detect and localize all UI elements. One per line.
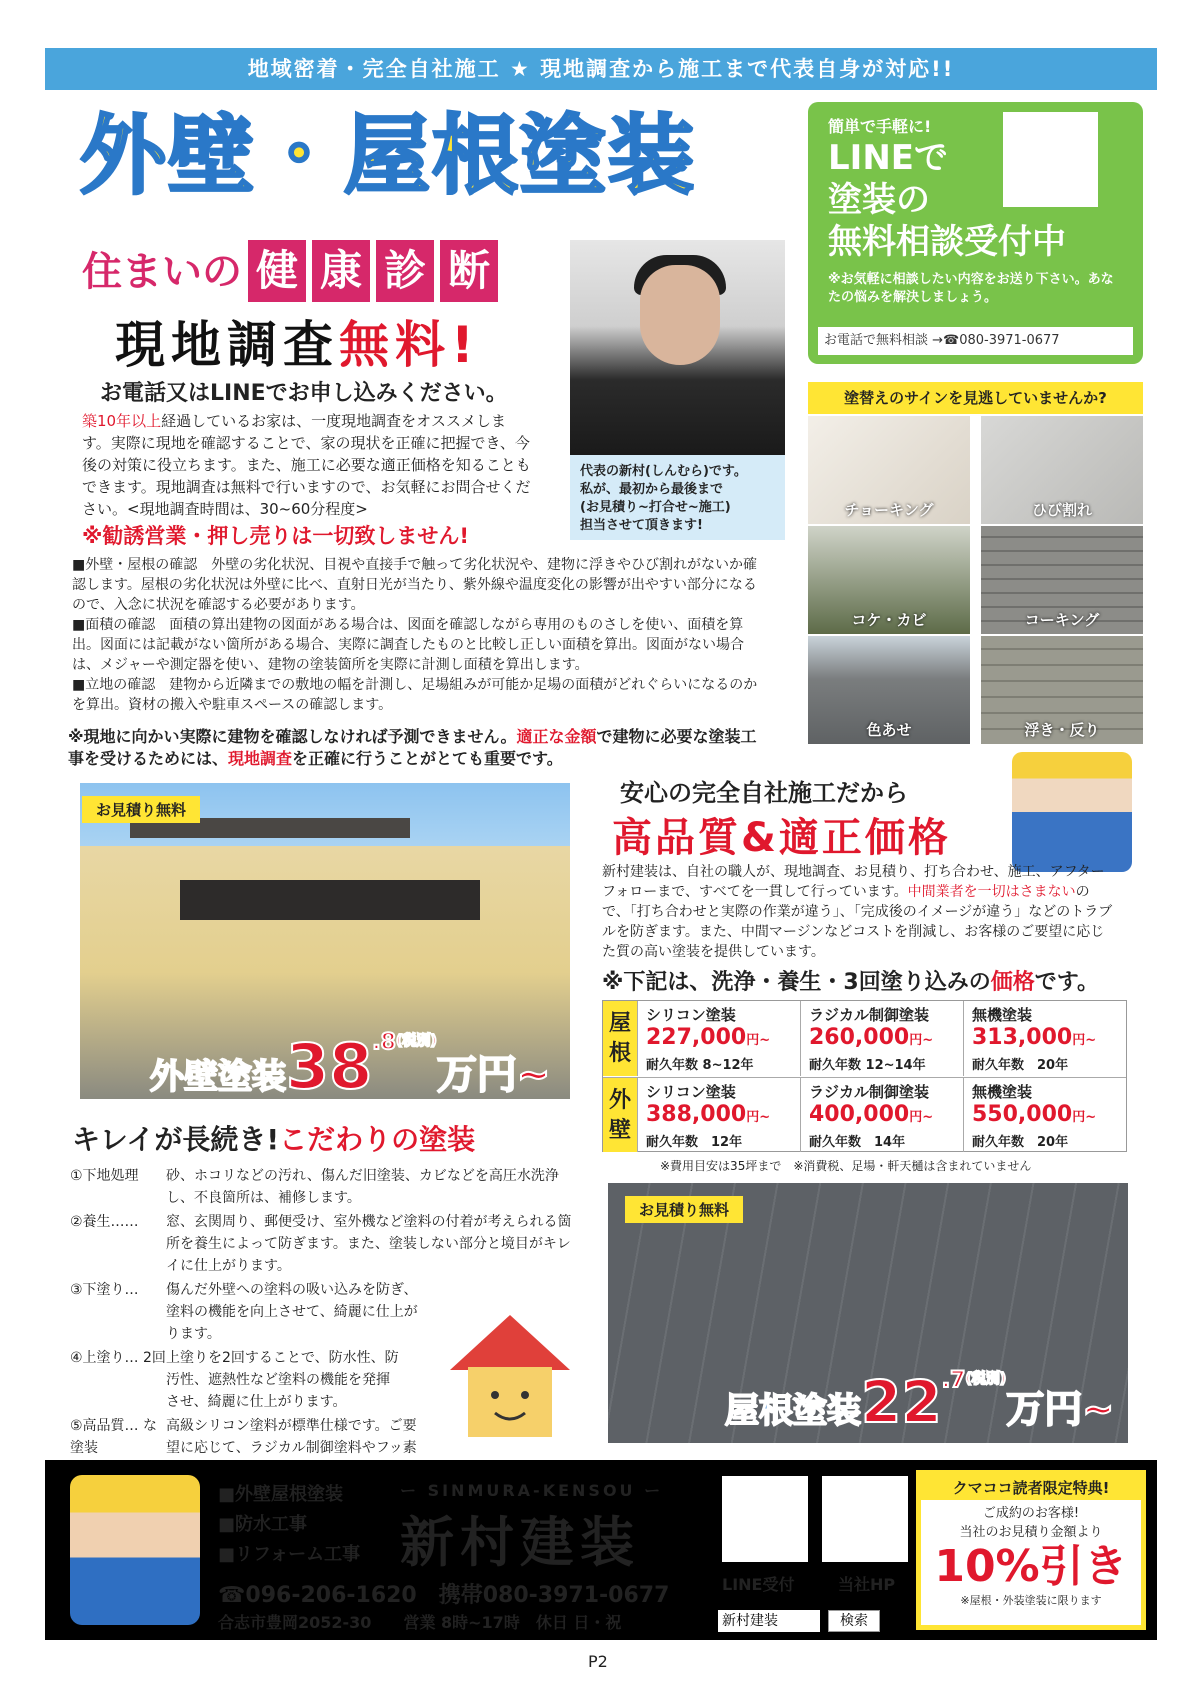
kodawari-red: こだわりの塗装 (279, 1123, 476, 1156)
roof-price: 22 (861, 1368, 942, 1436)
sign-label: ひび割れ (1031, 501, 1092, 519)
roof-unit: 万円~ (1006, 1387, 1115, 1431)
note-red: 現地調査 (228, 749, 293, 768)
caption-line: 担当させて頂きます! (580, 518, 703, 533)
house-balcony-shape (180, 880, 480, 920)
wall-side-label: 外壁 (603, 1077, 637, 1152)
free-survey-heading (115, 305, 480, 377)
sign-chalking (808, 416, 970, 524)
sign-label: 浮き・反り (1024, 721, 1100, 739)
wall-tax: (税別) (395, 1033, 437, 1049)
intro-paragraph (82, 410, 534, 520)
note-text: ※現地に向かい実際に建物を確認しなければ予測できません。 (68, 727, 517, 746)
painter-mascot (70, 1475, 200, 1625)
line-big: 塗装の (828, 180, 930, 220)
step-key: ①下地処理 (70, 1168, 139, 1184)
line-big: LINEで (828, 138, 948, 178)
price-cell (637, 1001, 800, 1076)
cell-price: 388,000円~ (646, 1102, 771, 1127)
line-note: ※お気軽に相談したい内容をお送り下さい。あなたの悩みを解決しましょう。 (828, 272, 1114, 305)
quality-text: 新村建装は、自社の職人が、現地調査、お見積り、打ち合わせ、施工、アフターフォローまで、すべてを一貫して行っています。 (602, 864, 1105, 900)
service-item: ■外壁屋根塗装 (218, 1484, 344, 1505)
cell-price: 550,000円~ (972, 1102, 1097, 1127)
step-desc: 傷んだ外壁への塗料の吸い込みを防ぎ、塗料の機能を向上させて、綺麗に仕上がります。 (166, 1282, 418, 1342)
roof-label: 屋根塗装 (725, 1391, 861, 1431)
kanji-box: 診 (376, 240, 434, 302)
caption-line: 私が、最初から最後まで (580, 482, 724, 497)
sign-crack (981, 416, 1143, 524)
cell-price: 313,000円~ (972, 1025, 1097, 1050)
signs-title: 塗替えのサインを見逃していませんか? (808, 382, 1143, 414)
cell-years: 耐久年数 20年 (972, 1058, 1069, 1073)
representative-caption (570, 455, 785, 540)
service-item: ■リフォーム工事 (218, 1544, 361, 1565)
services-list (218, 1480, 360, 1570)
note-red: 適正な金額 (516, 727, 597, 746)
cell-name: ラジカル制御塗装 (809, 1006, 930, 1024)
footer-address: 合志市豊岡2052-30 営業 8時~17時 休日 日・祝 (218, 1613, 622, 1632)
kanji-box: 健 (248, 240, 306, 302)
price-cell (963, 1077, 1126, 1152)
quality-title: 高品質&適正価格 (612, 815, 951, 861)
sign-warping (981, 636, 1143, 744)
wall-unit: 万円~ (436, 1052, 551, 1098)
line-big: 無料相談受付中 (828, 222, 1066, 262)
price-head-text: ※下記は、洗浄・養生・3回塗り込みの (602, 970, 991, 995)
sign-label: コーキング (1024, 611, 1100, 629)
step-key: ②養生…… (70, 1214, 139, 1230)
wall-label: 外壁塗装 (150, 1057, 286, 1097)
kanji-box: 断 (440, 240, 498, 302)
cell-name: 無機塗装 (972, 1083, 1033, 1101)
survey-text: 現地調査 (115, 316, 339, 374)
roof-price-label (725, 1368, 1114, 1436)
check-item: ■面積の確認 面積の算出建物の図面がある場合は、図面を確認しながら専用のものさしを使い、面積を算出。図面には記載がない箇所がある場合、実際に調査したものと比較し正しい面積を算出。図面がない場合は、メジャーや測定器を使い、建物の塗装箇所を実際に計測し面積を算出します。 (72, 617, 744, 673)
survey-importance-note (68, 726, 768, 770)
step-key: ⑤高品質… な塗装 (70, 1418, 158, 1456)
step-item (70, 1279, 430, 1345)
reader-bonus-box (916, 1470, 1146, 1630)
step-desc: 砂、ホコリなどの汚れ、傷んだ旧塗装、カビなどを高圧水洗浄し、不良箇所は、補修します。 (166, 1168, 559, 1206)
price-table-heading (602, 965, 1099, 996)
no-sales-warning: ※勧誘営業・押し売りは一切致しません! (82, 524, 469, 548)
page-title: 外壁・屋根塗装 (80, 106, 696, 206)
bonus-head: クマココ読者限定特典! (921, 1475, 1141, 1500)
sign-fading (808, 636, 970, 744)
sign-label: コケ・カビ (851, 611, 927, 629)
qr-line-label: LINE受付 (722, 1575, 795, 1594)
bonus-message: ご成約のお客様! 当社のお見積り金額より (959, 1506, 1103, 1540)
house-mascot-icon (440, 1305, 580, 1445)
cell-price: 260,000円~ (809, 1025, 934, 1050)
sub-prefix: 住まいの (82, 249, 242, 295)
note-text: で建物に必要な塗装工事を受けるためには、 (68, 727, 757, 768)
price-cell (800, 1001, 963, 1076)
sign-caulking (981, 526, 1143, 634)
price-cell (800, 1077, 963, 1152)
line-qr-code-footer[interactable] (722, 1476, 808, 1562)
brand-en: ー SINMURA-KENSOU ー (400, 1481, 664, 1500)
price-head-red: 価格 (990, 970, 1035, 995)
price-cell (637, 1077, 800, 1152)
cell-years: 耐久年数 12~14年 (809, 1058, 926, 1073)
wall-price: 38 (286, 1030, 373, 1103)
brand-name: 新村建装 (400, 1511, 640, 1574)
search-input[interactable]: 新村建装 (718, 1610, 820, 1632)
roof-tax: (税別) (965, 1371, 1007, 1387)
quality-text: ので、「打ち合わせと実際の作業が違う」、「完成後のイメージが違う」などのトラブルを防ぎます。また、中間マージンなどコストを削減し、お客様のご要望に応じた質の高い塗装を提供しています。 (602, 884, 1113, 960)
kodawari-heading (72, 1118, 475, 1158)
bonus-discount: 10%引き (934, 1541, 1128, 1592)
cell-years: 耐久年数 20年 (972, 1135, 1069, 1150)
cell-name: 無機塗装 (972, 1006, 1033, 1024)
kanji-box: 康 (312, 240, 370, 302)
check-item: ■外壁・屋根の確認 外壁の劣化状況、目視や直接手で触って劣化状況や、建物に浮きやひび割れがないか確認します。屋根の劣化状況は外壁に比べ、直射日光が当たり、紫外線や温度変化の影響が出やすい部分になるので、入念に状況を確認する必要があります。 (72, 557, 757, 613)
rep-face (640, 265, 720, 365)
page-number: P2 (588, 1652, 608, 1671)
quality-paragraph (602, 862, 1117, 962)
note-text: を正確に行うことがとても重要です。 (292, 749, 563, 768)
sign-label: チョーキング (844, 501, 934, 519)
wall-price-decimal: .8 (372, 1030, 396, 1055)
roof-estimate-free-tag: お見積り無料 (625, 1196, 743, 1223)
price-table-note: ※費用目安は35坪まで ※消費税、足場・軒天樋は含まれていません (660, 1159, 1032, 1173)
caption-line: (お見積り~打合せ~施工) (580, 500, 731, 515)
check-list (72, 555, 762, 715)
step-item (70, 1211, 580, 1277)
cell-years: 耐久年数 8~12年 (646, 1058, 754, 1073)
bonus-note: ※屋根・外装塗装に限ります (960, 1594, 1102, 1607)
cell-name: ラジカル制御塗装 (809, 1083, 930, 1101)
wall-price-label (150, 1030, 550, 1103)
caption-line: 代表の新村(しんむら)です。 (580, 464, 747, 479)
quality-red: 中間業者を一切はさまない (907, 884, 1076, 900)
cell-years: 耐久年数 12年 (646, 1135, 743, 1150)
step-desc: 高級シリコン塗料が標準仕様です。ご要望に応じて、ラジカル制御塗料やフッ素 (166, 1418, 417, 1456)
cell-years: 耐久年数 14年 (809, 1135, 906, 1150)
top-banner: 地域密着・完全自社施工 ★ 現地調査から施工まで代表自身が対応!! (45, 48, 1157, 90)
hp-qr-code[interactable] (822, 1476, 908, 1562)
cell-name: シリコン塗装 (646, 1083, 736, 1101)
health-check-heading (82, 240, 498, 302)
kodawari-text: キレイが長続き! (72, 1123, 280, 1156)
step-desc: 上塗りを2回することで、防水性、防汚性、遮熱性など塗料の機能を発揮させ、綺麗に仕上がります。 (166, 1350, 399, 1410)
cell-price: 227,000円~ (646, 1025, 771, 1050)
cell-price: 400,000円~ (809, 1102, 934, 1127)
footer-tel: ☎096-206-1620 携帯080-3971-0677 (218, 1583, 670, 1608)
check-item: ■立地の確認 建物から近隣までの敷地の幅を計測し、足場組みが可能か足場の面積がどれぐらいになるのかを算出。資材の搬入や駐車スペースの確認します。 (72, 677, 758, 713)
price-table (602, 1000, 1127, 1152)
roof-price-decimal: .7 (941, 1368, 966, 1393)
apply-text: お電話又はLINEでお申し込みください。 (100, 381, 508, 406)
intro-text: 経過しているお家は、一度現地調査をオススメします。実際に現地を確認することで、家の現状を正確に把握でき、今後の対策に役立ちます。また、施工に必要な適正価格を知ることもできます。現地調査は無料で行いますので、お気軽にお問合せください。<現地調査時間は、30~60分程度> (82, 412, 531, 518)
estimate-free-tag: お見積り無料 (82, 796, 200, 823)
service-item: ■防水工事 (218, 1514, 308, 1535)
quality-subhead: 安心の完全自社施工だから (620, 779, 908, 807)
qr-hp-label: 当社HP (838, 1575, 896, 1594)
line-small: 簡単で手軽に! (828, 117, 932, 136)
intro-highlight: 築10年以上 (82, 412, 162, 430)
worker-illustration (1012, 752, 1132, 872)
step-desc: 窓、玄関周り、郵便受け、室外機など塗料の付着が考えられる箇所を養生によって防ぎます。また、塗装しない部分と境目がキレイに仕上がります。 (166, 1214, 572, 1274)
price-head-text: です。 (1034, 970, 1099, 995)
line-tel: お電話で無料相談 →☎080-3971-0677 (818, 327, 1133, 355)
price-cell (963, 1001, 1126, 1076)
step-key: ④上塗り… 2回 (70, 1350, 166, 1366)
sign-moss (808, 526, 970, 634)
step-key: ③下塗り… (70, 1282, 139, 1298)
search-button[interactable]: 検索 (828, 1610, 880, 1632)
sign-label: 色あせ (866, 721, 912, 739)
free-text: 無料! (339, 316, 480, 374)
cell-name: シリコン塗装 (646, 1006, 736, 1024)
step-item (70, 1165, 580, 1209)
line-qr-code[interactable] (1003, 112, 1098, 207)
step-item (70, 1347, 400, 1413)
roof-side-label: 屋根 (603, 1001, 637, 1076)
